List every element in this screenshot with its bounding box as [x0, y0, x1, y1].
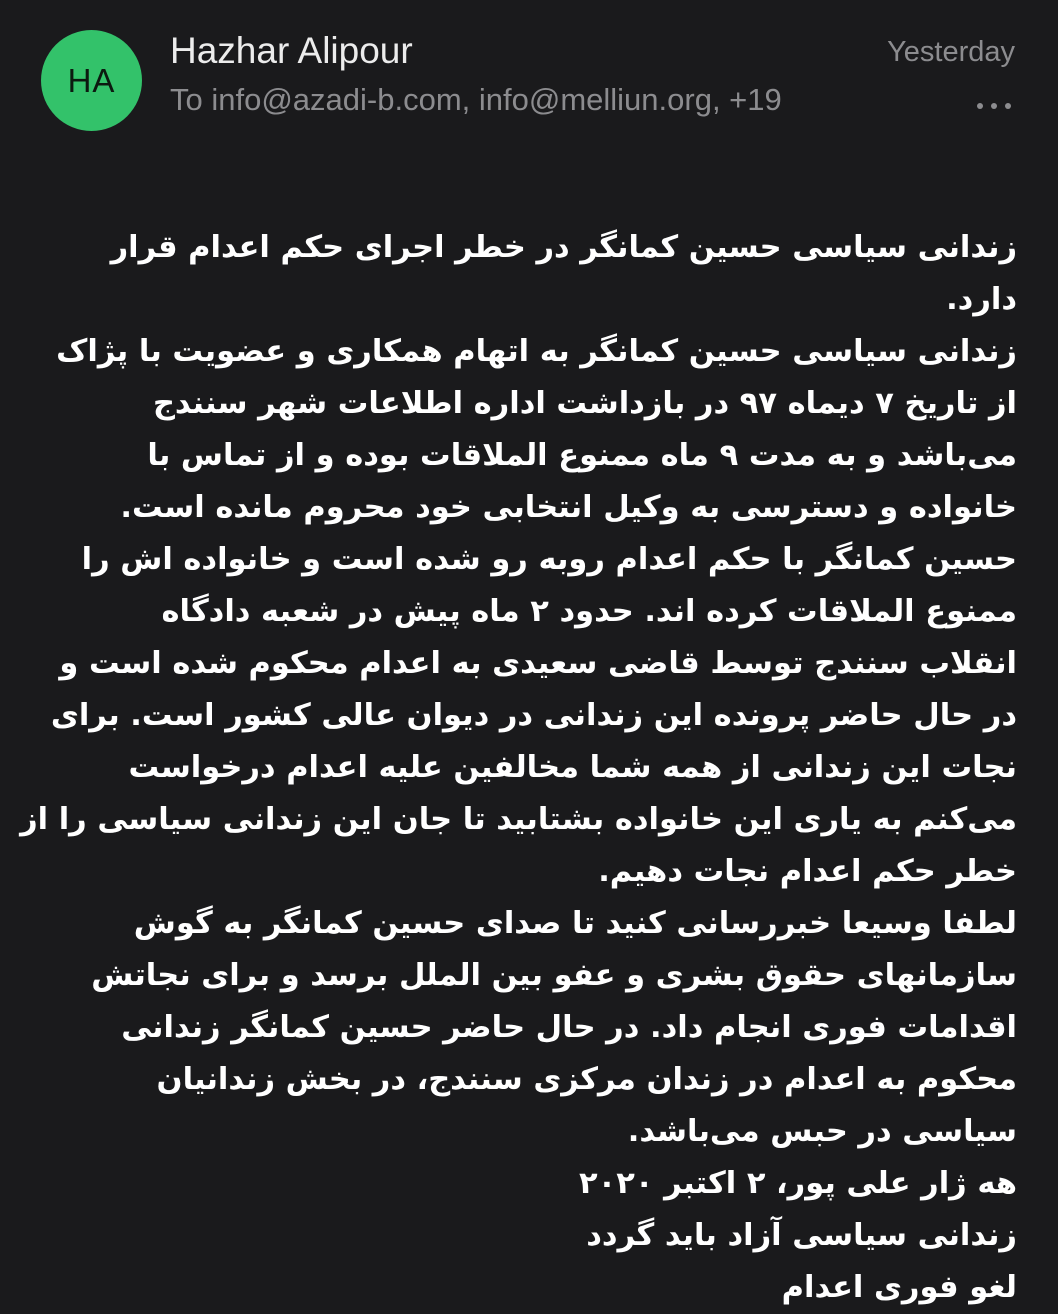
email-header: [0, 0, 1058, 150]
message-line: سیاسی در حبس می‌باشد.: [627, 1114, 1017, 1149]
message-line: می‌باشد و به مدت ۹ ماه ممنوع الملاقات بوده و از تماس با: [147, 438, 1017, 473]
more-options-button[interactable]: [974, 92, 1014, 120]
message-line: در حال حاضر پرونده این زندانی در دیوان عالی کشور است. برای: [50, 698, 1017, 733]
message-line: زندانی سیاسی آزاد باید گردد: [586, 1218, 1017, 1253]
message-line: سازمانهای حقوق بشری و عفو بین الملل برسد و برای نجاتش: [91, 958, 1017, 993]
message-line: لغو فوری اعدام: [781, 1270, 1017, 1305]
more-horizontal-icon: [976, 102, 1012, 110]
message-line: زندانی سیاسی حسین کمانگر در خطر اجرای حکم اعدام قرار: [110, 230, 1017, 265]
message-line: خانواده و دسترسی به وکیل انتخابی خود محروم مانده است.: [120, 490, 1017, 525]
recipients-list[interactable]: To info@azadi-b.com, info@melliun.org, +19: [170, 82, 782, 117]
message-line: می‌کنم به یاری این خانواده بشتابید تا جان این زندانی سیاسی را از: [20, 802, 1017, 837]
message-line: هه ژار علی پور، ۲ اکتبر ۲۰۲۰: [579, 1166, 1017, 1201]
avatar[interactable]: [41, 30, 142, 131]
message-line: از تاریخ ۷ دیماه ۹۷ در بازداشت اداره اطلاعات شهر سنندج: [152, 386, 1017, 421]
message-line: لطفا وسیعا خبررسانی کنید تا صدای حسین کمانگر به گوش: [133, 906, 1017, 941]
message-line: اقدامات فوری انجام داد. در حال حاضر حسین کمانگر زندانی: [121, 1010, 1017, 1045]
message-line: انقلاب سنندج توسط قاضی سعیدی به اعدام محکوم شده است و: [59, 646, 1017, 681]
message-line: حسین کمانگر با حکم اعدام روبه رو شده است و خانواده اش را: [81, 542, 1017, 577]
message-line: ممنوع الملاقات کرده اند. حدود ۲ ماه پیش در شعبه دادگاه: [161, 594, 1017, 629]
avatar-initials: HA: [67, 61, 116, 99]
message-line: خطر حکم اعدام نجات دهیم.: [598, 854, 1017, 889]
message-line: زندانی سیاسی حسین کمانگر به اتهام همکاری و عضویت با پژاک: [56, 334, 1017, 369]
message-line: نجات این زندانی از همه شما مخالفین علیه اعدام درخواست: [128, 750, 1017, 785]
sender-name[interactable]: Hazhar Alipour: [170, 30, 413, 71]
timestamp: Yesterday: [887, 36, 1015, 68]
message-line: محکوم به اعدام در زندان مرکزی سنندج، در بخش زندانیان: [156, 1062, 1017, 1097]
message-line: دارد.: [946, 282, 1017, 317]
message-body: [20, 222, 1017, 1314]
